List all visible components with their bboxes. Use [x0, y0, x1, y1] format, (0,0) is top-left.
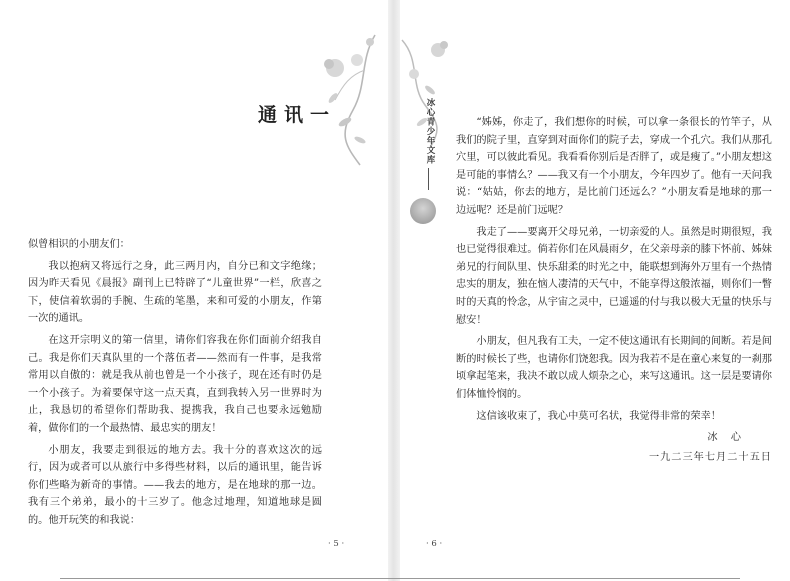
series-rule — [428, 168, 429, 190]
right-body-text — [456, 114, 772, 466]
salutation: 似曾相识的小朋友们： — [28, 239, 130, 250]
paragraph: 在这开宗明义的第一信里，请你们容我在你们面前介绍我自己。我是你们天真队里的一个落伍者——然而有一件事，是我常常用以自傲的：就是我从前也曾是一个小孩子，现在还有时仍是一个小孩子。为着要保守这一点天真，直到我转入另一世界时为止，我恳切的希望你们帮助我、提携我，我自己也要永远勉励着，做你们的一个最热情、最忠实的朋友！ — [28, 334, 322, 434]
author-portrait — [410, 198, 436, 224]
page-number: · 6 · — [426, 539, 443, 549]
date: 一九二三年七月二十五日 — [648, 451, 772, 463]
paragraph: 小朋友，但凡我有工夫，一定不使这通讯有长期间的间断。若是间断的时候长了些，也请你们饶恕我。因为我若不是在童心来复的一刹那顷拿起笔来，我决不敢以成人烦杂之心，来写这通讯。这一层是要请你们体恤怜悯的。 — [456, 336, 772, 400]
paragraph: “姊姊，你走了，我们想你的时候，可以拿一条很长的竹竿子，从我们的院子里，直穿到对面你们的院子去，穿成一个孔穴。我们从那孔穴里，可以彼此看见。我看看你别后是否胖了，或是瘦了。”小朋友想这是可能的事情么？——我又有一个小朋友，今年四岁了。他有一天问我说：“姑姑，你去的地方，是比前门还远么？”小朋友看是地球的那一边远呢？还是前门远呢？ — [456, 117, 772, 216]
left-body-text — [28, 236, 322, 534]
paragraph: 小朋友，我要走到很远的地方去。我十分的喜欢这次的远行，因为或者可以从旅行中多得些材料，以后的通讯里，能告诉你们些略为新奇的事情。——我去的地方，是在地球的那一边。我有三个弟弟，最小的十三岁了。他念过地理，知道地球是圆的。他开玩笑的和我说： — [28, 444, 322, 526]
signature: 冰 心 — [707, 432, 746, 444]
chapter-title: 通讯一 — [258, 104, 337, 126]
paragraph: 这信该收束了，我心中莫可名状，我觉得非常的荣幸！ — [476, 410, 721, 422]
left-page — [0, 0, 388, 581]
bottom-rule — [60, 578, 740, 579]
series-label: 冰心青少年文库 — [425, 98, 435, 165]
right-page — [400, 0, 790, 581]
page-number: · 5 · — [328, 539, 345, 549]
paragraph: 我以抱病又将远行之身，此三两月内，自分已和文字绝缘；因为昨天看见《晨报》副刊上已特辟了“儿童世界”一栏，欣喜之下，使信着软弱的手腕、生疏的笔墨，来和可爱的小朋友，作第一次的通讯。 — [28, 260, 322, 325]
book-spine — [388, 0, 400, 581]
paragraph: 我走了——要离开父母兄弟，一切亲爱的人。虽然是时期很短，我也已觉得很难过。倘若你们在风晨雨夕，在父亲母亲的膝下怀前、姊妹弟兄的行间队里、快乐甜柔的时光之中，能联想到海外万里有一个热情忠实的朋友，独在恼人凄清的天气中，不能享得这般浓福，则你们一瞥时的天真的怜念，从宇宙之灵中，已遥遥的付与我以极大无量的快乐与慰安！ — [456, 226, 772, 326]
